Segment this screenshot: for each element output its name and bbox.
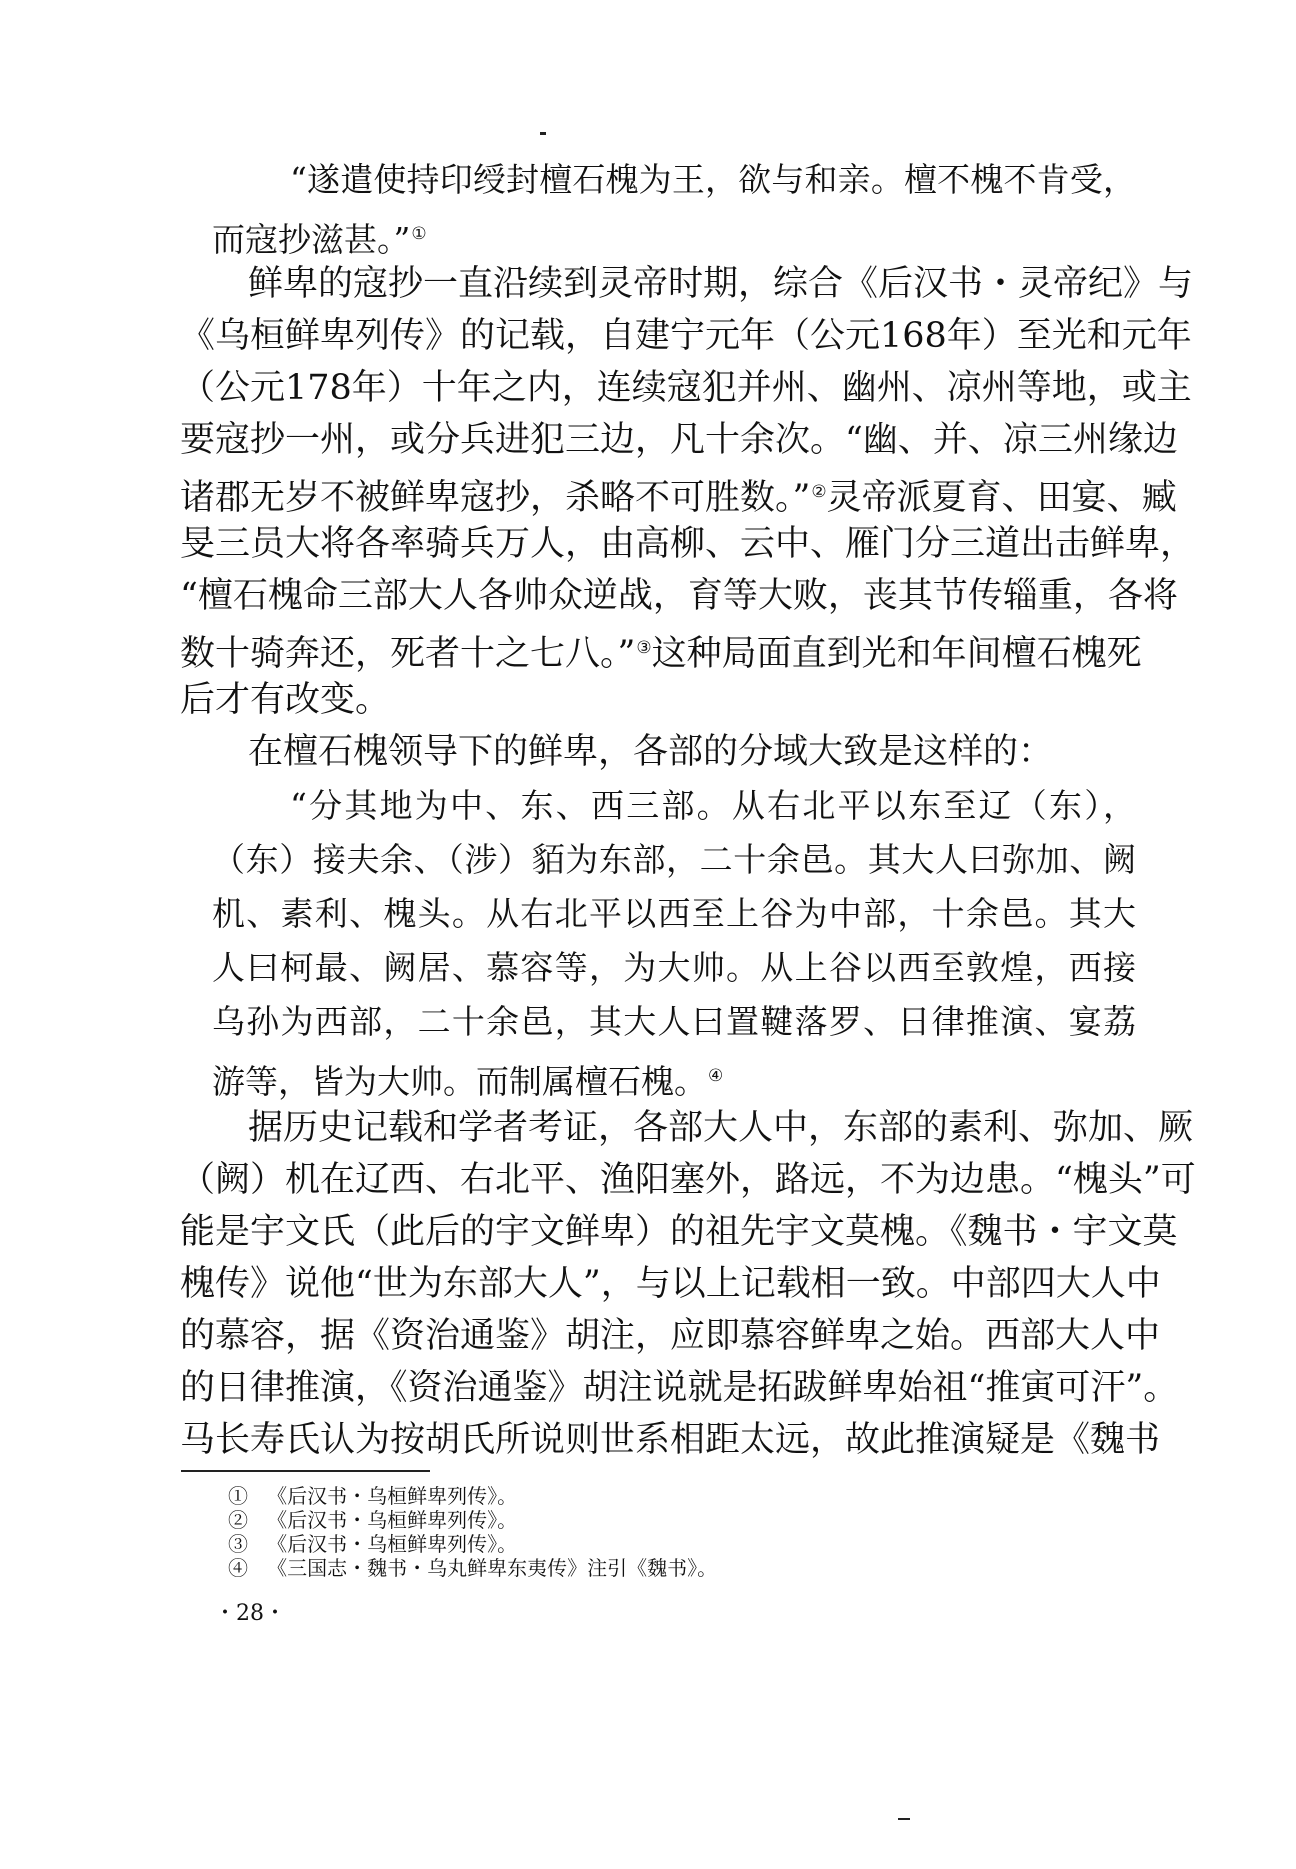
line-text: 这种局面直到光和年间檀石槐死 xyxy=(651,634,1142,674)
text-line xyxy=(180,626,1142,676)
text-line: 在檀石槐领导下的鲜卑，各部的分域大致是这样的： xyxy=(248,732,1054,772)
footnote xyxy=(228,1532,517,1556)
text-line: 马长寿氏认为按胡氏所说则世系相距太远，故此推演疑是《魏书 xyxy=(180,1420,1161,1460)
footnote-mark: ③ xyxy=(228,1532,248,1556)
line-text: 而寇抄滋甚。” xyxy=(212,220,411,259)
line-text: 灵帝派夏育、田宴、臧 xyxy=(826,478,1177,518)
text-line: 鲜卑的寇抄一直沿续到灵帝时期，综合《后汉书・灵帝纪》与 xyxy=(248,264,1194,304)
text-line: 的慕容，据《资治通鉴》胡注，应即慕容鲜卑之始。西部大人中 xyxy=(180,1316,1161,1356)
text-line xyxy=(212,1054,723,1104)
footnote-mark: ② xyxy=(228,1508,248,1532)
footnote-ref: ④ xyxy=(708,1066,724,1086)
footnote xyxy=(228,1556,717,1580)
text-line: 后才有改变。 xyxy=(180,680,391,720)
text-line: “遂遣使持印绶封檀石槐为王，欲与和亲。檀不槐不肯受， xyxy=(290,160,1136,199)
text-line: 机、素利、槐头。从右北平以西至上谷为中部，十余邑。其大 xyxy=(212,894,1136,933)
text-line: （阙）机在辽西、右北平、渔阳塞外，路远，不为边患。“槐头”可 xyxy=(180,1160,1196,1200)
footnote-text: 《后汉书・乌桓鲜卑列传》。 xyxy=(267,1484,518,1508)
footnote-mark: ④ xyxy=(228,1556,248,1580)
text-line: 旻三员大将各率骑兵万人，由高柳、云中、雁门分三道出击鲜卑， xyxy=(180,524,1196,564)
text-line xyxy=(180,470,1177,520)
text-line: （东）接夫余、（涉）貊为东部，二十余邑。其大人曰弥加、阙 xyxy=(212,840,1136,879)
footnote-text: 《三国志・魏书・乌丸鲜卑东夷传》注引《魏书》。 xyxy=(267,1556,718,1580)
footnote-text: 《后汉书・乌桓鲜卑列传》。 xyxy=(267,1532,518,1556)
text-line: 槐传》说他“世为东部大人”，与以上记载相一致。中部四大人中 xyxy=(180,1264,1161,1304)
footnote-ref: ③ xyxy=(636,638,652,658)
text-line: 乌孙为西部，二十余邑，其大人曰置鞬落罗、日律推演、宴荔 xyxy=(212,1002,1136,1041)
page-number: ・28・ xyxy=(214,1601,286,1626)
text-line: “檀石槐命三部大人各帅众逆战，育等大败，丧其节传辎重，各将 xyxy=(180,576,1178,616)
footnote-ref: ② xyxy=(811,482,827,502)
text-line: （公元178年）十年之内，连续寇犯并州、幽州、凉州等地，或主 xyxy=(180,368,1192,408)
text-line: 能是宇文氏（此后的宇文鲜卑）的祖先宇文莫槐。《魏书・宇文莫 xyxy=(180,1212,1178,1252)
footnote-ref: ① xyxy=(411,224,427,244)
scan-speck xyxy=(898,1818,910,1820)
line-text: 诸郡无岁不被鲜卑寇抄，杀略不可胜数。” xyxy=(180,478,811,518)
line-text: 数十骑奔还，死者十之七八。” xyxy=(180,634,636,674)
text-line: 《乌桓鲜卑列传》的记载，自建宁元年（公元168年）至光和元年 xyxy=(180,316,1192,356)
footnote-rule xyxy=(181,1470,430,1472)
text-line: “分其地为中、东、西三部。从右北平以东至辽（东）， xyxy=(290,786,1136,825)
footnote-mark: ① xyxy=(228,1484,248,1508)
scan-speck xyxy=(540,132,546,135)
footnote xyxy=(228,1484,517,1508)
footnote xyxy=(228,1508,517,1532)
line-text: 游等，皆为大帅。而制属檀石槐。 xyxy=(212,1062,707,1101)
text-line: 要寇抄一州，或分兵进犯三边，凡十余次。“幽、并、凉三州缘边 xyxy=(180,420,1178,460)
footnote-text: 《后汉书・乌桓鲜卑列传》。 xyxy=(267,1508,518,1532)
text-line: 的日律推演，《资治通鉴》胡注说就是拓跋鲜卑始祖“推寅可汗”。 xyxy=(180,1368,1179,1408)
text-line: 人曰柯最、阙居、慕容等，为大帅。从上谷以西至敦煌，西接 xyxy=(212,948,1136,987)
text-line xyxy=(212,212,427,262)
text-line: 据历史记载和学者考证，各部大人中，东部的素利、弥加、厥 xyxy=(248,1108,1194,1148)
